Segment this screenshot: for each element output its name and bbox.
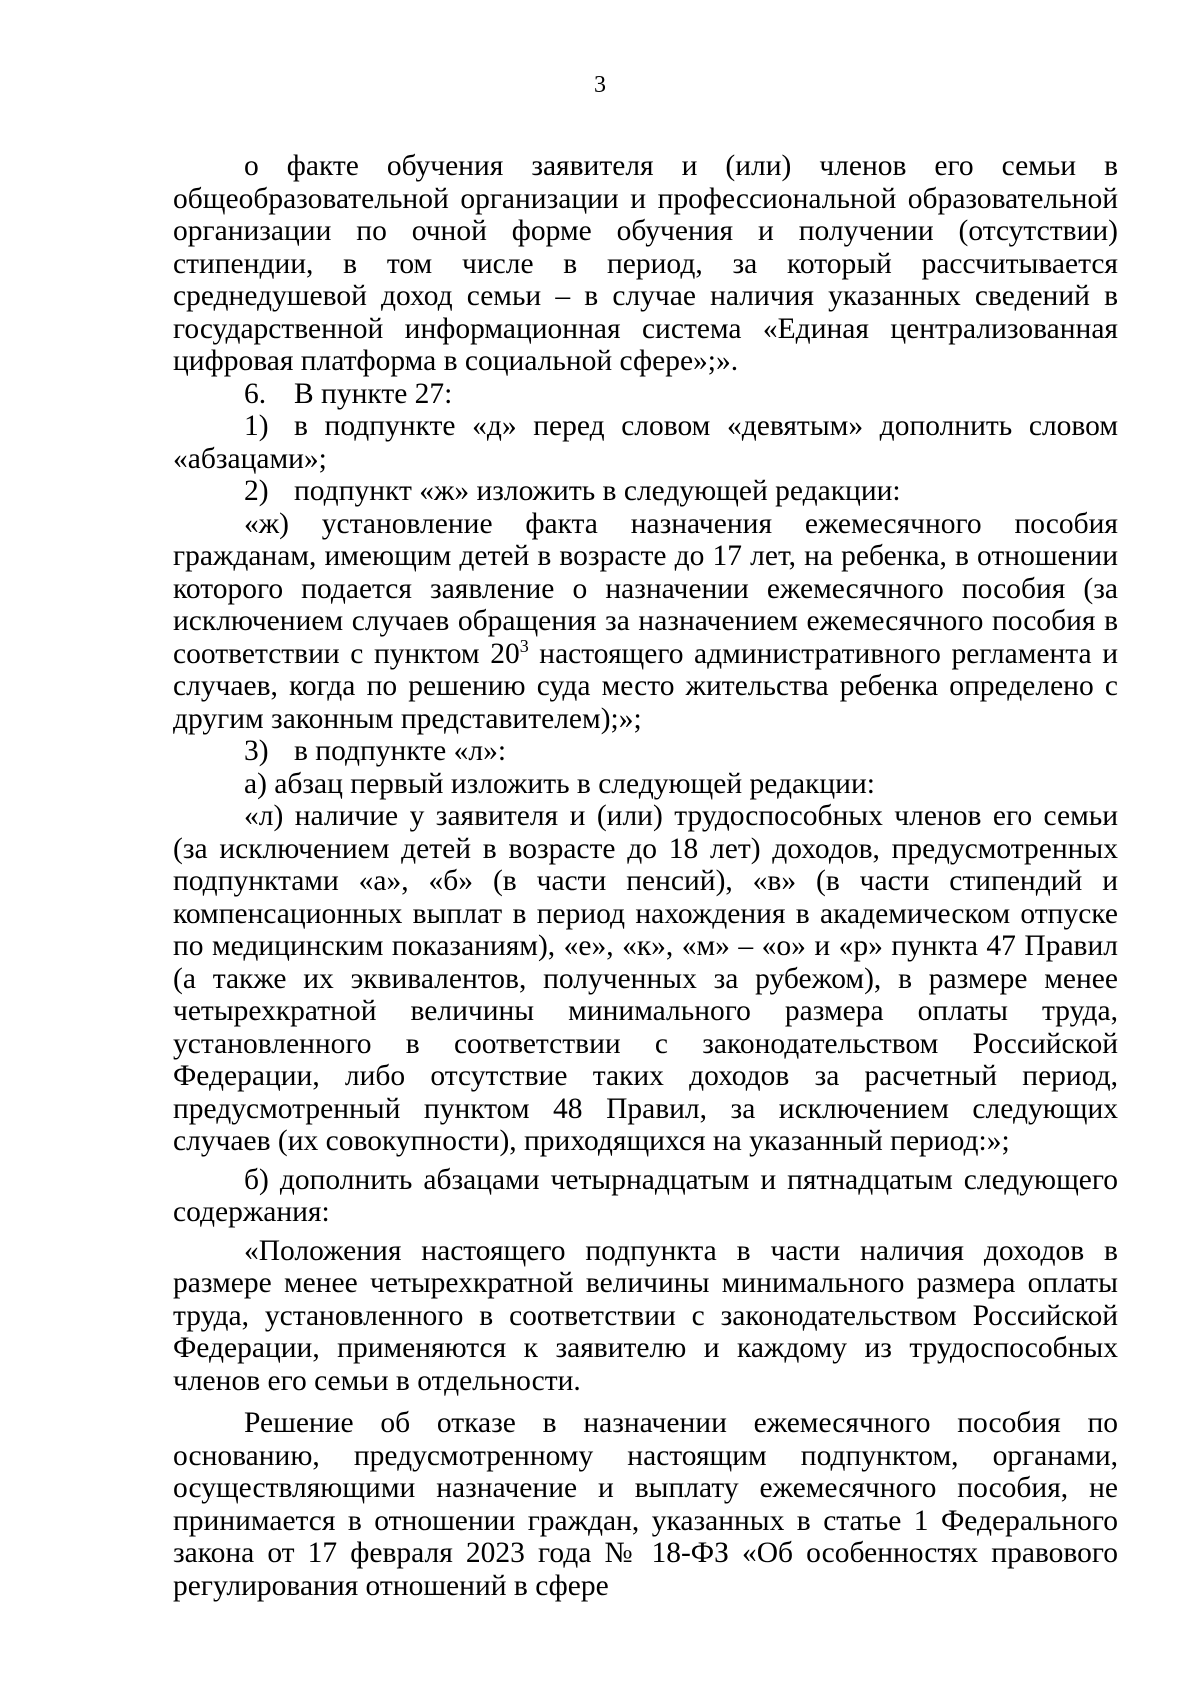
paragraph-provisions: «Положения настоящего подпункта в части наличия доходов в размере менее четырехкратной величины минимального размера оплаты труда, установленного в соответствии с законодательством Российской Федерации, применяются к заявителю и каждому из трудоспособных членов его семьи в отдельности.	[173, 1234, 1118, 1397]
item-number: 3)	[244, 735, 269, 767]
text-after-superscript: настоящего административного регламента и случаев, когда по решению суда место жительства ребенка определено с другим законным представителем);»;	[173, 637, 1118, 735]
item-text: подпункт «ж» изложить в следующей редакции:	[294, 475, 901, 507]
item-number: 6.	[244, 377, 267, 410]
item-text: в подпункте «д» перед словом «девятым» дополнить словом «абзацами»;	[173, 410, 1118, 475]
paragraph-a: а) абзац первый изложить в следующей редакции:	[244, 767, 875, 800]
item-text: В пункте 27:	[294, 377, 453, 410]
page-number: 3	[594, 72, 606, 98]
paragraph-subpoint-l: «л) наличие у заявителя и (или) трудоспособных членов его семьи (за исключением детей в возрасте до 18 лет) доходов, предусмотренных подпунктами «а», «б» (в части пенсий), «в» (в части стипендий и компенсационных выплат в период нахождения в академическом отпуске по медицинским показаниям), «е», «к», «м» – «о» и «р» пункта 47 Правил (а также их эквивалентов, полученных за рубежом), в размере менее четырехкратной величины минимального размера оплаты труда, установленного в соответствии с законодательством Российской Федерации, либо отсутствие таких доходов за расчетный период, предусмотренный пунктом 48 Правил, за исключением следующих случаев (их совокупности), приходящихся на указанный период:»;	[173, 800, 1118, 1157]
text-before-superscript: «ж) установление факта назначения ежемесячного пособия гражданам, имеющим детей в возрасте до 17 лет, на ребенка, в отношении которого подается заявление о назначении ежемесячного пособия (за исключением случаев обращения за назначением ежемесячного пособия в соответствии с пунктом 20	[173, 507, 1118, 670]
item-number: 1)	[244, 410, 269, 442]
paragraph-subpoint-zh	[173, 508, 1118, 736]
paragraph-item-6	[173, 378, 1118, 411]
item-number: 2)	[244, 475, 269, 507]
paragraph-education-fact: о факте обучения заявителя и (или) членов его семьи в общеобразовательной организации и профессиональной образовательной организации по очной форме обучения и получении (отсутствии) стипендии, в том числе в период, за который рассчитывается среднедушевой доход семьи – в случае наличия указанных сведений в государственной информационная система «Единая централизованная цифровая платформа в социальной сфере»;».	[173, 150, 1118, 377]
superscript: 3	[519, 635, 529, 656]
paragraph-b: б) дополнить абзацами четырнадцатым и пятнадцатым следующего содержания:	[173, 1163, 1118, 1228]
item-text: в подпункте «л»:	[294, 735, 507, 767]
paragraph-subitem-2	[173, 475, 1118, 508]
paragraph-subitem-3	[173, 735, 1118, 768]
paragraph-subitem-1	[173, 410, 1118, 475]
document-body	[173, 150, 1118, 1602]
paragraph-refusal-decision: Решение об отказе в назначении ежемесячного пособия по основанию, предусмотренному настоящим подпунктом, органами, осуществляющими назначение и выплату ежемесячного пособия, не принимается в отношении граждан, указанных в статье 1 Федерального закона от 17 февраля 2023 года № 18-ФЗ «Об особенностях правового регулирования отношений в сфере	[173, 1407, 1118, 1602]
